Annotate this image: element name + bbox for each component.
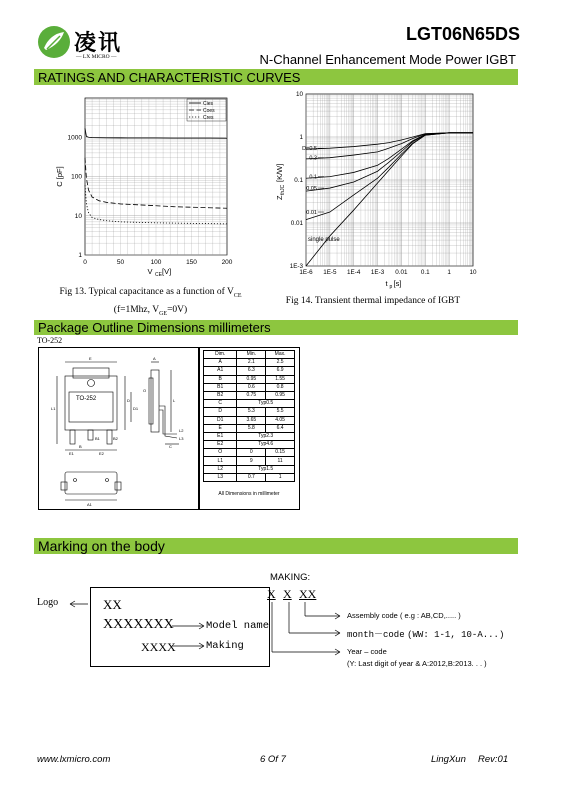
y-tick-label: 0.1	[294, 177, 303, 184]
y-tick-label: 10	[74, 212, 82, 220]
x-tick-label: 1E-3	[370, 269, 385, 276]
table-row	[204, 391, 295, 399]
y-axis-label-group	[275, 164, 286, 200]
series-label: D=0.5	[302, 146, 317, 153]
x-tick-label: 100	[150, 259, 162, 266]
fig14-caption: Fig 14. Transient thermal impedance of IGBT	[285, 296, 461, 306]
table-cell: 0.15	[266, 449, 295, 457]
making-code-x1: X	[267, 587, 276, 601]
table-row	[204, 383, 295, 391]
table-row	[204, 359, 295, 367]
y-tick-label: 1E-3	[289, 263, 303, 270]
logo-subtext: — LX MICRO —	[76, 54, 117, 60]
marking-line-1: XX	[103, 597, 122, 612]
fig14-chart	[268, 86, 498, 298]
section-title-marking: Marking on the body	[38, 538, 165, 554]
table-cell: L2	[204, 465, 237, 473]
dimension-table-box	[198, 347, 300, 510]
legend-label: Coes	[203, 108, 215, 114]
series-label: 0.1	[309, 174, 317, 181]
x-tick-label: 1E-4	[347, 269, 361, 276]
y-tick-label: 1000	[67, 134, 82, 142]
series-label: 0.01	[306, 210, 317, 217]
x-axis-label-unit: [s]	[393, 279, 402, 288]
x-axis-label: V	[147, 267, 153, 276]
table-row	[204, 441, 295, 449]
package-label: TO-252	[37, 336, 63, 345]
x-tick-label: 10	[469, 269, 477, 276]
table-header-cell: Dim.	[204, 351, 237, 359]
model-name-label: Model name	[206, 620, 270, 632]
table-cell: 4.05	[266, 416, 295, 424]
table-cell: 1.55	[266, 375, 295, 383]
table-row	[204, 465, 295, 473]
table-cell: D1	[204, 416, 237, 424]
section-title-package: Package Outline Dimensions millimeters	[38, 320, 271, 335]
x-axis-label: t	[385, 279, 388, 288]
y-tick-label: 10	[295, 91, 303, 98]
table-cell: 5.3	[237, 408, 266, 416]
dim-label-l1: L1	[51, 406, 56, 411]
table-header-cell: Min.	[237, 351, 266, 359]
dim-label-a: A	[153, 356, 156, 361]
making-code-x2: X	[283, 587, 292, 601]
table-cell: D	[204, 408, 237, 416]
table-cell: Typ2.3	[237, 432, 295, 440]
y-tick-label: 100	[71, 173, 82, 181]
table-cell: 11	[266, 457, 295, 465]
marking-line-3: XXXX	[141, 640, 176, 654]
footer-revision: Rev:01	[478, 754, 509, 765]
table-row	[204, 416, 295, 424]
section-bar-curves	[34, 69, 518, 85]
table-cell: 2.1	[237, 359, 266, 367]
y-tick-label: 0.01	[290, 220, 303, 227]
part-description: N-Channel Enhancement Mode Power IGBT	[259, 52, 516, 67]
table-cell: 0.95	[237, 375, 266, 383]
table-cell: 1	[266, 473, 295, 481]
fig13-caption	[38, 285, 263, 321]
y-axis-label-unit: [K/W]	[275, 163, 284, 182]
table-row	[204, 408, 295, 416]
dim-label-d: D	[127, 398, 130, 403]
table-cell: 6.3	[237, 367, 266, 375]
dim-label-b: B	[79, 444, 82, 449]
dim-label-o: O	[143, 388, 147, 393]
x-tick-label: 200	[221, 259, 233, 266]
dim-label-e: E	[89, 356, 92, 361]
table-cell: 3.65	[237, 416, 266, 424]
table-row	[204, 375, 295, 383]
dim-label-l2: L2	[179, 428, 184, 433]
table-cell: 2.5	[266, 359, 295, 367]
x-axis-label-unit: [V]	[162, 267, 172, 276]
year-code-label: Year – code	[347, 647, 387, 656]
table-cell: 0.95	[266, 391, 295, 399]
x-tick-label: 150	[186, 259, 197, 266]
fig13-caption-text: Fig 13. Typical capacitance as a function of V	[59, 287, 234, 297]
part-number: LGT06N65DS	[405, 24, 520, 44]
month-code-text: month－code	[347, 630, 405, 640]
section-bar-package	[34, 320, 518, 335]
y-tick-label: 1	[78, 252, 82, 259]
x-tick-label: 0.01	[395, 269, 408, 276]
fig13-caption-line2a: (f=1Mhz, V	[113, 304, 160, 315]
section-bar-marking	[34, 538, 518, 554]
table-cell: E1	[204, 432, 237, 440]
dim-label-c: C	[169, 444, 172, 449]
table-cell: B1	[204, 383, 237, 391]
dimension-table-header	[204, 351, 295, 359]
table-row	[204, 432, 295, 440]
dim-label-d1: D1	[133, 406, 139, 411]
table-cell: L3	[204, 473, 237, 481]
logo-label: Logo	[37, 597, 59, 608]
section-title-curves: RATINGS AND CHARACTERISTIC CURVES	[38, 70, 301, 85]
table-row	[204, 457, 295, 465]
x-axis-label-sub: CE	[155, 272, 162, 278]
table-cell: 0.8	[266, 383, 295, 391]
table-cell: 0.7	[237, 473, 266, 481]
making-label: Making	[206, 640, 244, 652]
table-cell: 6.9	[266, 367, 295, 375]
dim-label-b1: B1	[95, 436, 100, 441]
table-row	[204, 367, 295, 375]
dim-label-l: L	[173, 398, 176, 403]
making-title: MAKING:	[270, 572, 311, 583]
footer-company: LingXun	[431, 754, 466, 765]
table-cell: 6.4	[266, 424, 295, 432]
company-name: 凌讯	[74, 30, 123, 55]
dim-label-l3: L3	[179, 436, 184, 441]
marking-line-2: XXXXXXX	[103, 617, 174, 632]
x-tick-label: 50	[116, 259, 125, 266]
fig13-chart	[40, 86, 260, 286]
table-header-cell: Max.	[266, 351, 295, 359]
dim-label-a1: A1	[87, 502, 92, 507]
fig13-caption-sub: CE	[233, 292, 242, 299]
making-code-xx: XX	[299, 587, 317, 601]
table-cell: 5.8	[237, 424, 266, 432]
table-row	[204, 449, 295, 457]
table-cell: E2	[204, 441, 237, 449]
series-label: single pulse	[308, 236, 340, 243]
table-cell: C	[204, 400, 237, 408]
y-tick-label: 1	[299, 134, 303, 141]
table-cell: A1	[204, 367, 237, 375]
legend-label: Cres	[203, 115, 214, 121]
package-drawing	[38, 347, 200, 510]
table-cell: Typ4.6	[237, 441, 295, 449]
leaf-logo-icon	[36, 24, 72, 60]
table-cell: B2	[204, 391, 237, 399]
package-body-label: TO-252	[76, 396, 97, 402]
series-label: 0.05	[306, 186, 317, 193]
table-cell: 5.5	[266, 408, 295, 416]
footer-page: 6 Of 7	[260, 754, 286, 765]
y-axis-label-sub: thJC	[280, 184, 286, 195]
assembly-code-label: Assembly code ( e.g : AB,CD,..... )	[347, 611, 461, 620]
x-tick-label: 1	[447, 269, 451, 276]
table-row	[204, 424, 295, 432]
y-axis-label: C [pF]	[55, 166, 64, 187]
table-cell: 9	[237, 457, 266, 465]
x-tick-label: 1E-6	[299, 269, 313, 276]
dim-label-e1: E1	[69, 451, 74, 456]
table-cell: 0	[237, 449, 266, 457]
fig13-caption-line2-sub: GE	[159, 310, 168, 317]
x-tick-label: 0.1	[420, 269, 430, 276]
dim-label-b2: B2	[113, 436, 118, 441]
table-cell: Typ0.5	[237, 400, 295, 408]
table-cell: 0.75	[237, 391, 266, 399]
table-cell: B	[204, 375, 237, 383]
logo	[36, 22, 132, 66]
table-cell: L1	[204, 457, 237, 465]
x-tick-label: 1E-5	[323, 269, 337, 276]
footer-website[interactable]: www.lxmicro.com	[37, 754, 111, 765]
table-cell: O	[204, 449, 237, 457]
table-cell: A	[204, 359, 237, 367]
y-axis-label: Z	[275, 195, 284, 200]
series-label: 0.3	[309, 155, 317, 162]
x-tick-label: 0	[83, 259, 87, 266]
package-outline-drawing	[39, 348, 199, 509]
table-cell: E	[204, 424, 237, 432]
table-cell: Typ1.5	[237, 465, 295, 473]
legend-label: Cies	[203, 101, 214, 107]
month-code-label	[347, 627, 504, 640]
x-axis-label-sub: p	[389, 284, 393, 290]
dimension-table	[203, 350, 295, 482]
dim-label-e2: E2	[99, 451, 104, 456]
fig13-caption-line2b: =0V)	[167, 304, 188, 315]
table-cell: 0.6	[237, 383, 266, 391]
table-row	[204, 400, 295, 408]
dimension-table-footer: All Dimensions in millimeter	[218, 491, 280, 497]
month-code-example: (WW: 1-1, 10-A...)	[407, 630, 505, 640]
table-row	[204, 473, 295, 481]
year-code-note: (Y: Last digit of year & A:2012,B:2013. . . )	[347, 659, 487, 668]
